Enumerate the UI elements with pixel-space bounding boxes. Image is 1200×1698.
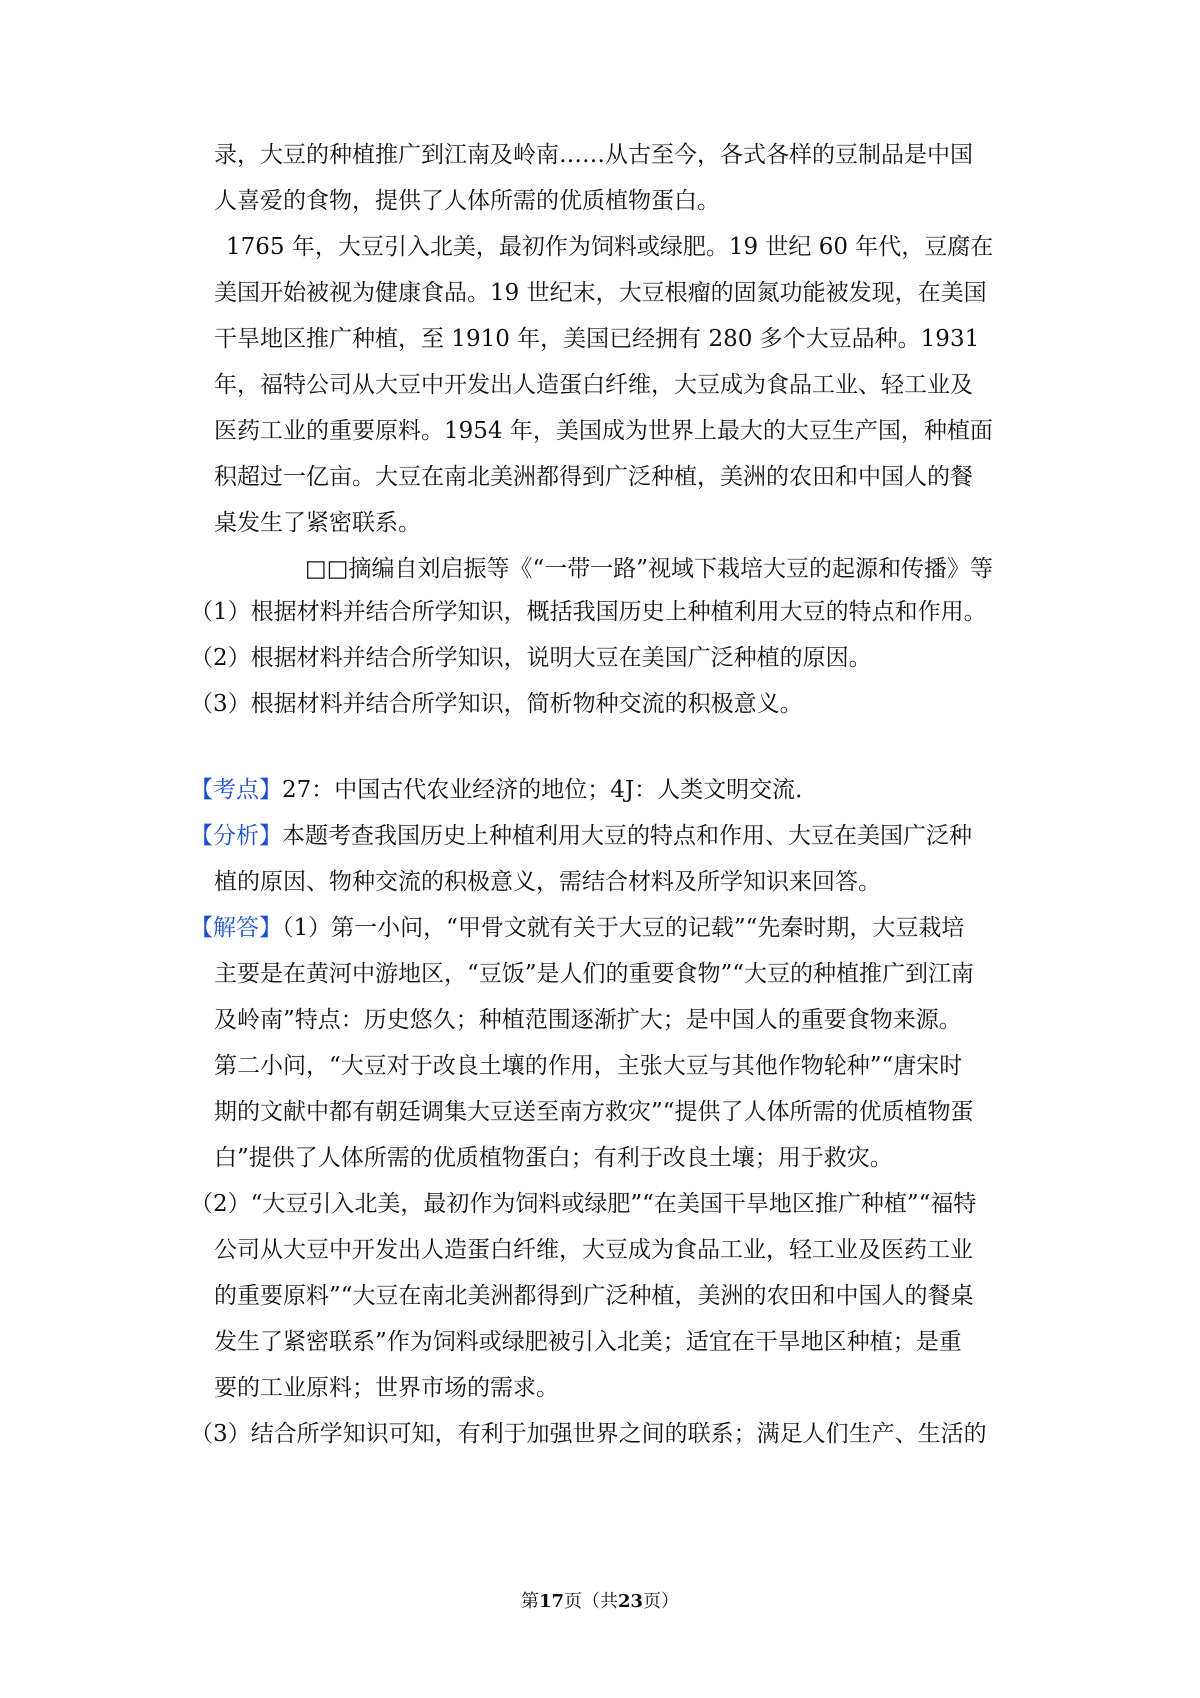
jieda-line: 白”提供了人体所需的优质植物蛋白；有利于改良土壤；用于救灾。 <box>214 1145 893 1171</box>
kaodian-row <box>190 774 818 806</box>
page-footer <box>0 1590 1200 1614</box>
kaodian-text: 27：中国古代农业经济的地位；4J：人类文明交流． <box>282 777 819 803</box>
jieda-line: 主要是在黄河中游地区，“豆饭”是人们的重要食物”“大豆的种植推广到江南 <box>214 961 975 987</box>
fenxi-line: 植的原因、物种交流的积极意义，需结合材料及所学知识来回答。 <box>214 869 881 895</box>
jieda-q2-line: 的重要原料”“大豆在南北美洲都得到广泛种植，美洲的农田和中国人的餐桌 <box>214 1283 974 1309</box>
jieda-text: （1）第一小问，“甲骨文就有关于大豆的记载”“先秦时期，大豆栽培 <box>282 915 965 941</box>
question-3: （3）根据材料并结合所学知识，简析物种交流的积极意义。 <box>190 691 803 717</box>
fenxi-tag: 【分析】 <box>190 823 282 849</box>
jieda-line: 第二小问，“大豆对于改良土壤的作用，主张大豆与其他作物轮种”“唐宋时 <box>214 1053 963 1079</box>
jieda-q3-first: （3）结合所学知识可知，有利于加强世界之间的联系；满足人们生产、生活的 <box>190 1421 987 1447</box>
material-line: 医药工业的重要原料。1954 年，美国成为世界上最大的大豆生产国，种植面 <box>214 418 993 444</box>
fenxi-text: 本题考查我国历史上种植利用大豆的特点和作用、大豆在美国广泛种 <box>282 823 972 849</box>
kaodian-tag: 【考点】 <box>190 777 282 803</box>
material-line: 录，大豆的种植推广到江南及岭南……从古至今，各式各样的豆制品是中国 <box>214 142 973 168</box>
footer-page-number: 17 <box>538 1591 564 1612</box>
material-line: 年，福特公司从大豆中开发出人造蛋白纤维，大豆成为食品工业、轻工业及 <box>214 372 973 398</box>
material-source: □□摘编自刘启振等《“一带一路”视域下栽培大豆的起源和传播》等 <box>305 556 993 582</box>
jieda-q2-line: 发生了紧密联系”作为饲料或绿肥被引入北美；适宜在干旱地区种植；是重 <box>214 1329 962 1355</box>
footer-prefix: 第 <box>520 1591 539 1612</box>
jieda-q2-line: 要的工业原料；世界市场的需求。 <box>214 1375 559 1401</box>
material-line: 桌发生了紧密联系。 <box>214 510 421 536</box>
material-line: 积超过一亿亩。大豆在南北美洲都得到广泛种植，美洲的农田和中国人的餐 <box>214 464 973 490</box>
jieda-line: 期的文献中都有朝廷调集大豆送至南方救灾”“提供了人体所需的优质植物蛋 <box>214 1099 974 1125</box>
footer-suffix: 页） <box>643 1591 680 1612</box>
jieda-row <box>190 912 964 944</box>
fenxi-row <box>190 820 972 852</box>
jieda-q2-line: 公司从大豆中开发出人造蛋白纤维，大豆成为食品工业，轻工业及医药工业 <box>214 1237 973 1263</box>
question-2: （2）根据材料并结合所学知识，说明大豆在美国广泛种植的原因。 <box>190 645 872 671</box>
material-line: 美国开始被视为健康食品。19 世纪末，大豆根瘤的固氮功能被发现，在美国 <box>214 280 987 306</box>
question-1: （1）根据材料并结合所学知识，概括我国历史上种植利用大豆的特点和作用。 <box>190 599 987 625</box>
material-line: 1765 年，大豆引入北美，最初作为饲料或绿肥。19 世纪 60 年代，豆腐在 <box>226 234 994 260</box>
material-line: 干旱地区推广种植，至 1910 年，美国已经拥有 280 多个大豆品种。1931 <box>214 326 980 352</box>
footer-total-pages: 23 <box>618 1591 644 1612</box>
jieda-line: 及岭南”特点：历史悠久；种植范围逐渐扩大；是中国人的重要食物来源。 <box>214 1007 962 1033</box>
jieda-tag: 【解答】 <box>190 915 282 941</box>
material-line: 人喜爱的食物，提供了人体所需的优质植物蛋白。 <box>214 188 720 214</box>
jieda-q2-first: （2）“大豆引入北美，最初作为饲料或绿肥”“在美国干旱地区推广种植”“福特 <box>190 1191 977 1217</box>
footer-middle: 页（共 <box>564 1591 618 1612</box>
